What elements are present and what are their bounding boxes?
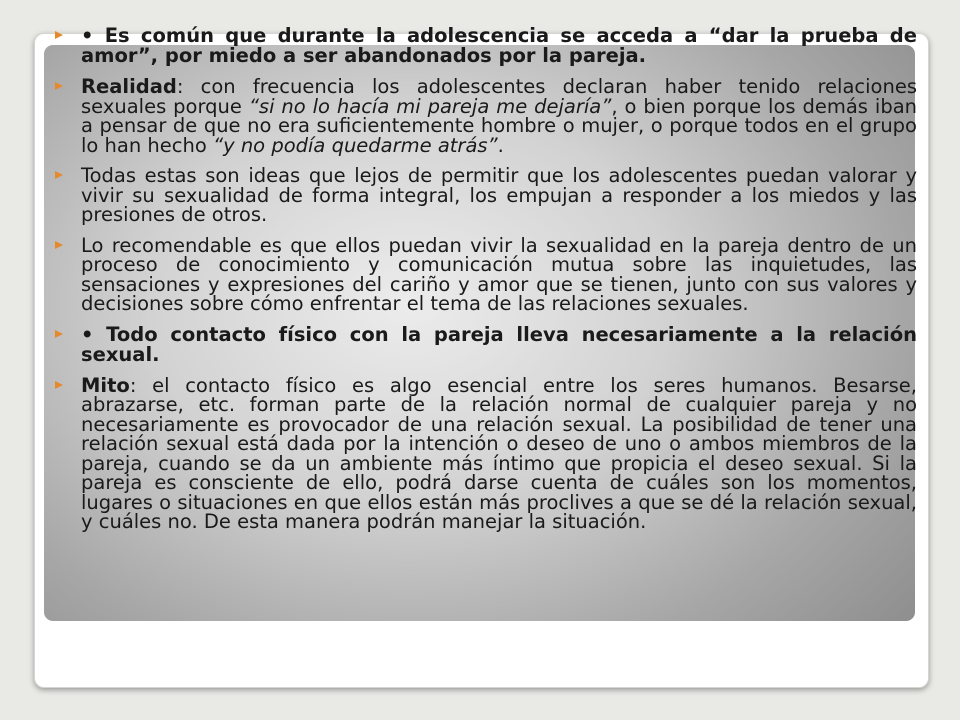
bullet-icon: [55, 241, 63, 249]
bullet-item-pressure: [54, 166, 917, 225]
bullet-icon: [55, 381, 63, 389]
bullet-item-myth-explanation: [54, 373, 917, 533]
item-text-part: .: [497, 133, 504, 157]
item-text: [81, 75, 917, 157]
bullet-icon: [55, 31, 63, 39]
item-text: [81, 374, 917, 534]
item-text: Todas estas son ideas que lejos de permitir que los adolescentes puedan valorar y vivir su sexualidad de forma integral, los empujan a responder a los miedos y las presiones de otros.: [81, 164, 917, 226]
bullet-list: [54, 26, 917, 532]
bullet-item-reality: [54, 77, 917, 155]
item-text-part: , o bien porque los demás iban a pensar de que no era suficientemente hombre o mujer, o porque todos en el grupo lo han hecho: [81, 94, 918, 157]
bullet-item-myth-proof-of-love: [54, 26, 917, 66]
item-text: • Todo contacto físico con la pareja lleva necesariamente a la relación sexual.: [81, 322, 917, 366]
item-quote: “si no lo hacía mi pareja me dejaría”: [248, 94, 612, 118]
item-quote: “y no podía quedarme atrás”: [212, 133, 498, 157]
item-text-part: : con frecuencia los adolescentes declaran haber tenido relaciones sexuales porque: [81, 75, 917, 118]
item-text: • Es común que durante la adolescencia se acceda a “dar la prueba de amor”, por miedo a ser abandonados por la pareja.: [81, 24, 917, 67]
item-text: Lo recomendable es que ellos puedan vivir la sexualidad en la pareja dentro de un proceso de conocimiento y comunicación mutua sobre las inquietudes, las sensaciones y expresiones del cariño y amor que se tienen, junto con sus valores y decisiones sobre cómo enfrentar el tema de las relaciones sexuales.: [81, 233, 917, 315]
item-lead: Realidad: [81, 75, 177, 98]
bullet-icon: [55, 330, 63, 338]
bullet-icon: [55, 171, 63, 179]
item-text-part: : el contacto físico es algo esencial entre los seres humanos. Besarse, abrazarse, etc. forman parte de la relación normal de cualquier pareja y no necesariamente es provocador de una relación sexual. La posibilidad de tener una relación sexual está dada por la intención o deseo de uno o ambos miembros de la pareja, cuando se da un ambiente más íntimo que propicia el deseo sexual. Si la pareja es consciente de ello, podrá darse cuenta de cuáles son los momentos, lugares o situaciones en que ellos están más proclives a que se dé la relación sexual, y cuáles no. De esta manera podrán manejar la situación.: [81, 373, 917, 533]
bullet-item-myth-physical-contact: [54, 322, 917, 366]
bullet-icon: [55, 82, 63, 90]
bullet-item-recommendation: [54, 233, 917, 315]
item-lead: Mito: [81, 373, 130, 397]
